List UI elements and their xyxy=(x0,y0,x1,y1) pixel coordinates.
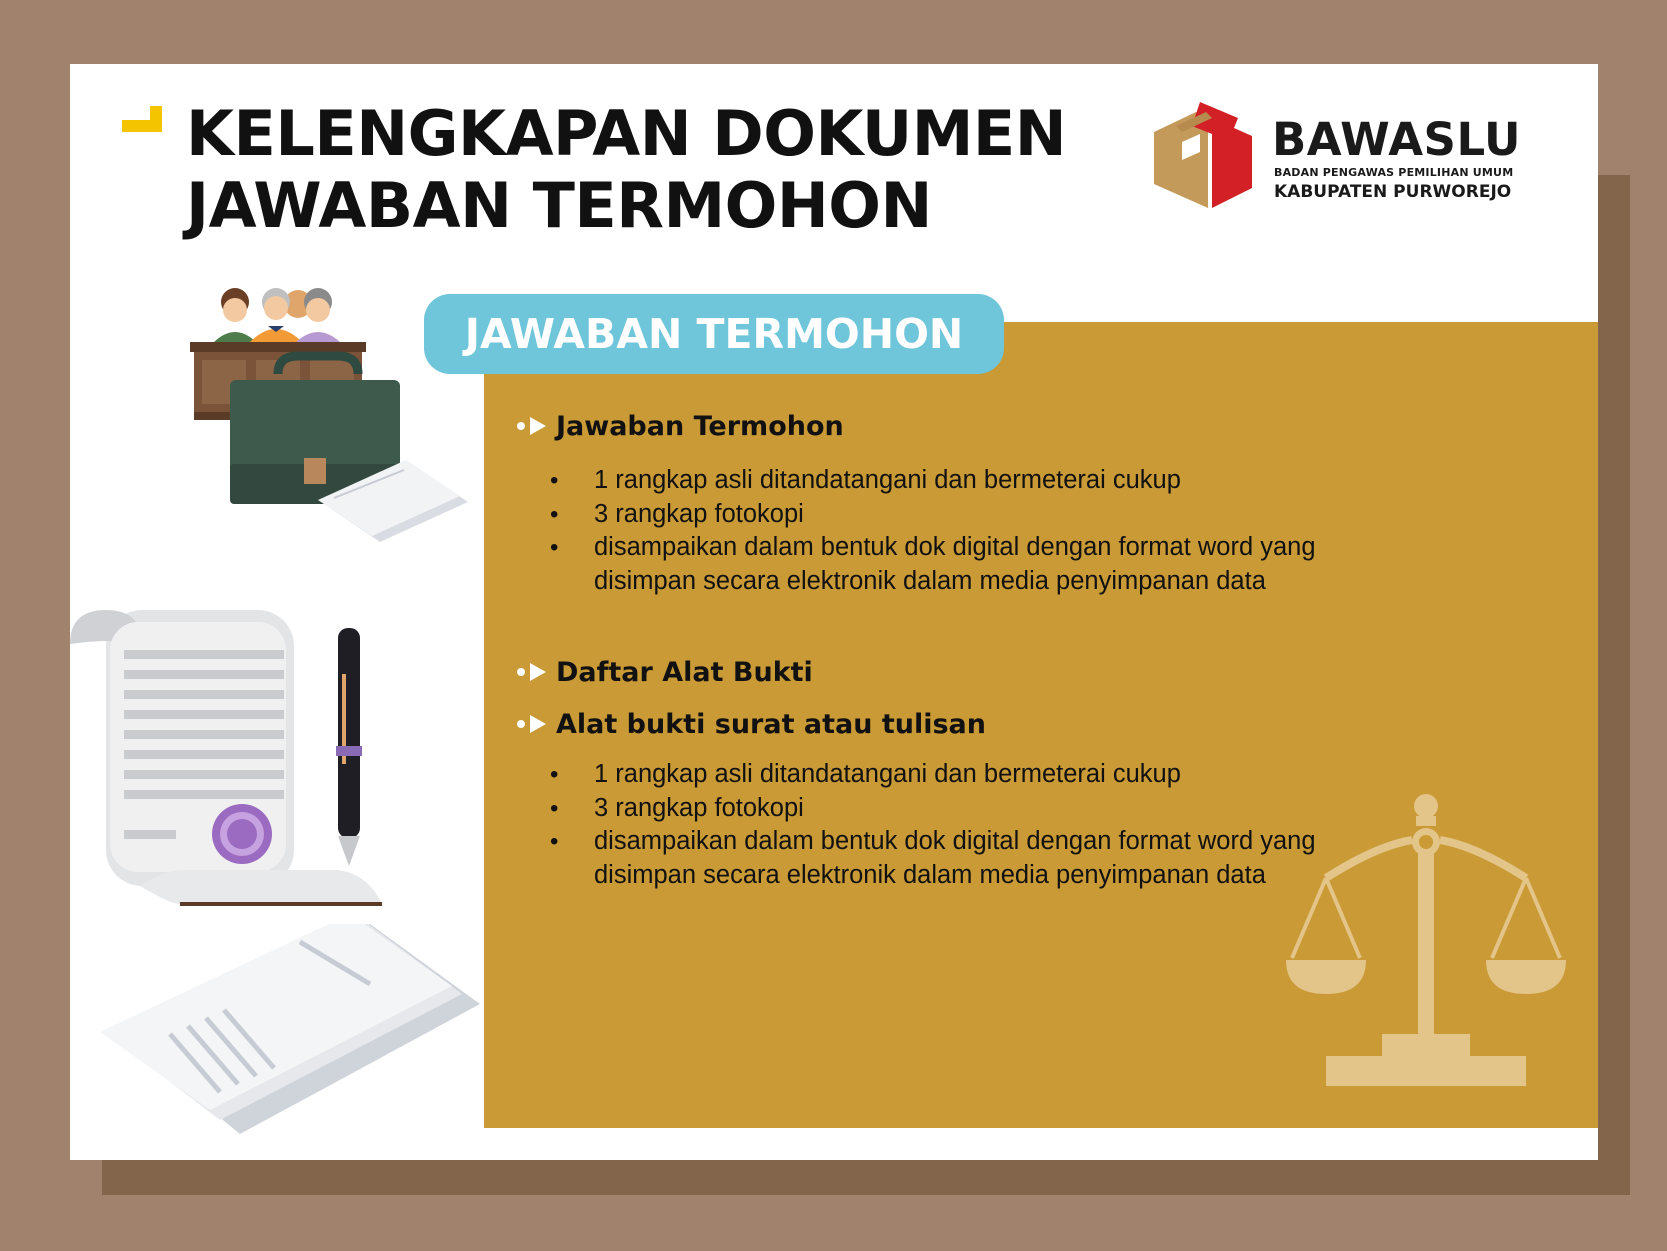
list-item: • disampaikan dalam bentuk dok digital dengan format word yang disimpan secara elektronik dalam media penyimpanan data xyxy=(516,531,1376,598)
logo-region: KABUPATEN PURWOREJO xyxy=(1274,182,1512,202)
arrow-bullet-icon xyxy=(516,714,550,734)
section-label: JAWABAN TERMOHON xyxy=(424,294,1004,374)
list-item: • 3 rangkap fotokopi xyxy=(516,498,1376,532)
arrow-bullet-icon xyxy=(516,416,550,436)
list-group-heading-text: Daftar Alat Bukti xyxy=(556,656,813,688)
arrow-bullet-icon xyxy=(516,662,550,682)
jury-briefcase-illustration xyxy=(128,274,468,604)
logo-name: BAWASLU xyxy=(1272,113,1522,166)
list-group-heading xyxy=(516,408,1376,444)
list-item: • 3 rangkap fotokopi xyxy=(516,792,1376,826)
page-title-line-2: JAWABAN TERMOHON xyxy=(186,169,932,242)
page-title-line-1: KELENGKAPAN DOKUMEN xyxy=(186,97,1067,170)
list-item: • disampaikan dalam bentuk dok digital dengan format word yang disimpan secara elektronik dalam media penyimpanan data xyxy=(516,825,1376,892)
logo-subtitle: BADAN PENGAWAS PEMILIHAN UMUM xyxy=(1274,166,1514,179)
list-group xyxy=(516,408,1376,598)
list-item: • 1 rangkap asli ditandatangani dan bermeterai cukup xyxy=(516,464,1376,498)
page-title xyxy=(186,98,1066,242)
bawaslu-emblem-icon xyxy=(1148,98,1260,212)
bawaslu-logo xyxy=(1148,98,1588,228)
list-group-heading-text: Jawaban Termohon xyxy=(556,410,844,442)
list-group xyxy=(516,706,1376,892)
list-group-items xyxy=(516,758,1376,892)
document-list xyxy=(516,408,1376,892)
scroll-pen-illustration xyxy=(70,604,490,964)
paper-stack-illustration xyxy=(70,924,510,1154)
list-group-heading xyxy=(516,706,1376,742)
list-group xyxy=(516,654,1376,690)
list-group-heading xyxy=(516,654,1376,690)
list-item: • 1 rangkap asli ditandatangani dan bermeterai cukup xyxy=(516,758,1376,792)
list-group-heading-text: Alat bukti surat atau tulisan xyxy=(556,708,986,740)
infographic-card xyxy=(70,64,1598,1160)
list-group-items xyxy=(516,464,1376,598)
title-corner-icon xyxy=(122,106,164,132)
